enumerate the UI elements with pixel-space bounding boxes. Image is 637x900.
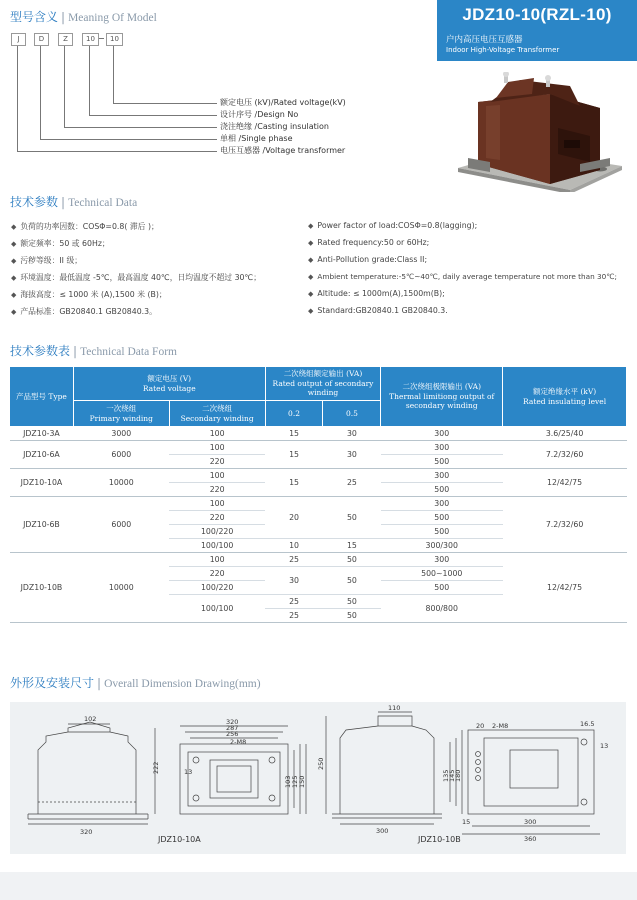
spec-cn-temperature: ◆ 环境温度：最低温度 -5℃，最高温度 40℃，日均温度不超过 30℃； <box>11 273 262 282</box>
table-row: 220 30 50 500~1000 <box>10 567 627 581</box>
caption-drawing-a: JDZ10-10A <box>158 835 201 844</box>
model-box-voltage: 10 <box>106 33 123 46</box>
table-row: JDZ10-6A 6000 100 15 30 300 7.2/32/60 <box>10 441 627 455</box>
model-box-j: J <box>11 33 26 46</box>
table-row: 220 500 <box>10 511 627 525</box>
header-secondary: 二次绕组 Secondary winding <box>169 401 265 427</box>
dim-b-w165: 16.5 <box>580 720 595 728</box>
dim-b-h180: 180 <box>454 769 462 782</box>
leader-line <box>113 103 217 104</box>
dim-b-w20: 20 <box>476 722 485 730</box>
dim-a-w287: 287 <box>226 724 239 732</box>
leader-line <box>64 46 65 127</box>
product-model: JDZ10-10(RZL-10) <box>462 5 612 24</box>
model-box-design: 10 <box>82 33 99 46</box>
header-rated-voltage: 额定电压 (V) Rated voltage <box>73 367 265 401</box>
dim-a-h103: 103 <box>284 775 292 788</box>
dim-b-m8: 2-M8 <box>492 722 509 730</box>
dim-b-top: 110 <box>388 704 401 712</box>
dim-b-h135: 135 <box>442 769 450 782</box>
model-box-d: D <box>34 33 49 46</box>
dim-a-m8: 2-M8 <box>230 738 247 746</box>
dim-b-height: 250 <box>317 757 325 770</box>
dim-a-base: 320 <box>80 828 93 836</box>
table-row: 100/100 10 15 300/300 <box>10 539 627 553</box>
leader-line <box>40 139 217 140</box>
spec-en-altitude: ◆ Altitude: ≤ 1000m(A),1500m(B); <box>308 289 445 298</box>
header-pf-02: 0.2 <box>265 401 323 427</box>
spec-en-pollution: ◆ Anti-Pollution grade:Class II; <box>308 255 428 264</box>
drawing-section-title: 外形及安装尺寸 | Overall Dimension Drawing(mm) <box>10 676 261 690</box>
product-name-en: Indoor High-Voltage Transformer <box>446 46 560 54</box>
dim-b-h13: 13 <box>600 742 609 750</box>
header-primary: 一次绕组 Primary winding <box>73 401 169 427</box>
dimension-drawings <box>10 702 626 854</box>
spec-en-temperature: ◆ Ambient temperature:-5℃~40℃, daily average temperature not more than 30℃; <box>308 272 617 281</box>
model-label-voltage: 额定电压 (kV)/Rated voltage(kV) <box>220 98 346 107</box>
dim-b-h145: 145 <box>448 769 456 782</box>
dim-a-h125: 125 <box>291 775 299 788</box>
table-row: JDZ10-10A 10000 100 15 25 300 12/42/75 <box>10 469 627 483</box>
form-section-title: 技术参数表 | Technical Data Form <box>10 344 177 358</box>
table-row: 220 500 <box>10 455 627 469</box>
header-pf-05: 0.5 <box>323 401 381 427</box>
table-row: JDZ10-6B 6000 100 20 50 300 7.2/32/60 <box>10 497 627 511</box>
dimension-drawing-panel <box>10 702 626 854</box>
dim-a-h13: 13 <box>184 768 193 776</box>
leader-line <box>64 127 217 128</box>
model-label-casting: 浇注绝缘 /Casting insulation <box>220 122 329 131</box>
spec-en-standard: ◆ Standard:GB20840.1 GB20840.3. <box>308 306 448 315</box>
leader-line <box>113 46 114 103</box>
header-rated-output: 二次绕组额定输出 (VA) Rated output of secondary winding <box>265 367 381 401</box>
model-label-design: 设计序号 /Design No <box>220 110 299 119</box>
table-row: 100/220 500 <box>10 581 627 595</box>
tech-section-title: 技术参数 | Technical Data <box>10 195 138 209</box>
spec-en-frequency: ◆ Rated frequency:50 or 60Hz; <box>308 238 430 247</box>
model-label-single-phase: 单相 /Single phase <box>220 134 293 143</box>
header-thermal-output: 二次绕组极限输出 (VA) Thermal limitiong output of secondary winding <box>381 367 503 427</box>
table-row: JDZ10-10B 10000 100 25 50 300 12/42/75 <box>10 553 627 567</box>
dim-a-w320: 320 <box>226 718 239 726</box>
transformer-photo <box>450 72 630 192</box>
table-row: 100/220 500 <box>10 525 627 539</box>
leader-line <box>89 46 90 115</box>
table-row: 100/100 25 50 800/800 <box>10 595 627 609</box>
dim-a-top: 102 <box>84 715 97 723</box>
caption-drawing-b: JDZ10-10B <box>418 835 461 844</box>
tech-data-table <box>9 366 627 623</box>
model-box-z: Z <box>58 33 73 46</box>
dim-b-w300: 300 <box>524 818 537 826</box>
leader-line <box>89 115 217 116</box>
model-label-transformer: 电压互感器 /Voltage transformer <box>220 146 346 155</box>
header-type: 产品型号 Type <box>10 367 74 427</box>
product-name-cn: 户内高压电压互感器 <box>446 35 523 45</box>
footer-band <box>0 872 637 900</box>
leader-line <box>40 46 41 139</box>
leader-line <box>17 151 217 152</box>
header-insulating-level: 额定绝缘水平 (kV) Rated insulating level <box>503 367 627 427</box>
dim-a-w256: 256 <box>226 730 239 738</box>
spec-cn-pollution: ◆ 污秽等级：II 级； <box>11 256 83 265</box>
table-row: 25 50 <box>10 609 627 623</box>
spec-cn-frequency: ◆ 额定频率：50 或 60Hz； <box>11 239 110 248</box>
dim-a-h150: 150 <box>298 775 306 788</box>
table-row: 220 500 <box>10 483 627 497</box>
model-dash <box>99 38 104 39</box>
leader-line <box>17 46 18 151</box>
model-section-title: 型号含义 | Meaning Of Model <box>10 10 157 24</box>
dim-b-h15: 15 <box>462 818 471 826</box>
dim-a-height: 222 <box>152 761 160 774</box>
spec-cn-standard: ◆ 产品标准：GB20840.1 GB20840.3。 <box>11 307 157 316</box>
dim-b-base: 300 <box>376 827 389 835</box>
spec-en-power-factor: ◆ Power factor of load:COSΦ=0.8(lagging); <box>308 221 478 230</box>
spec-cn-power-factor: ◆ 负荷的功率因数：COSΦ=0.8( 滞后 )； <box>11 222 159 231</box>
spec-cn-altitude: ◆ 海拔高度：≤ 1000 米 (A),1500 米 (B)； <box>11 290 167 299</box>
dim-b-w360: 360 <box>524 835 537 843</box>
table-row: JDZ10-3A 3000 100 15 30 300 3.6/25/40 <box>10 427 627 441</box>
product-banner <box>437 0 637 61</box>
